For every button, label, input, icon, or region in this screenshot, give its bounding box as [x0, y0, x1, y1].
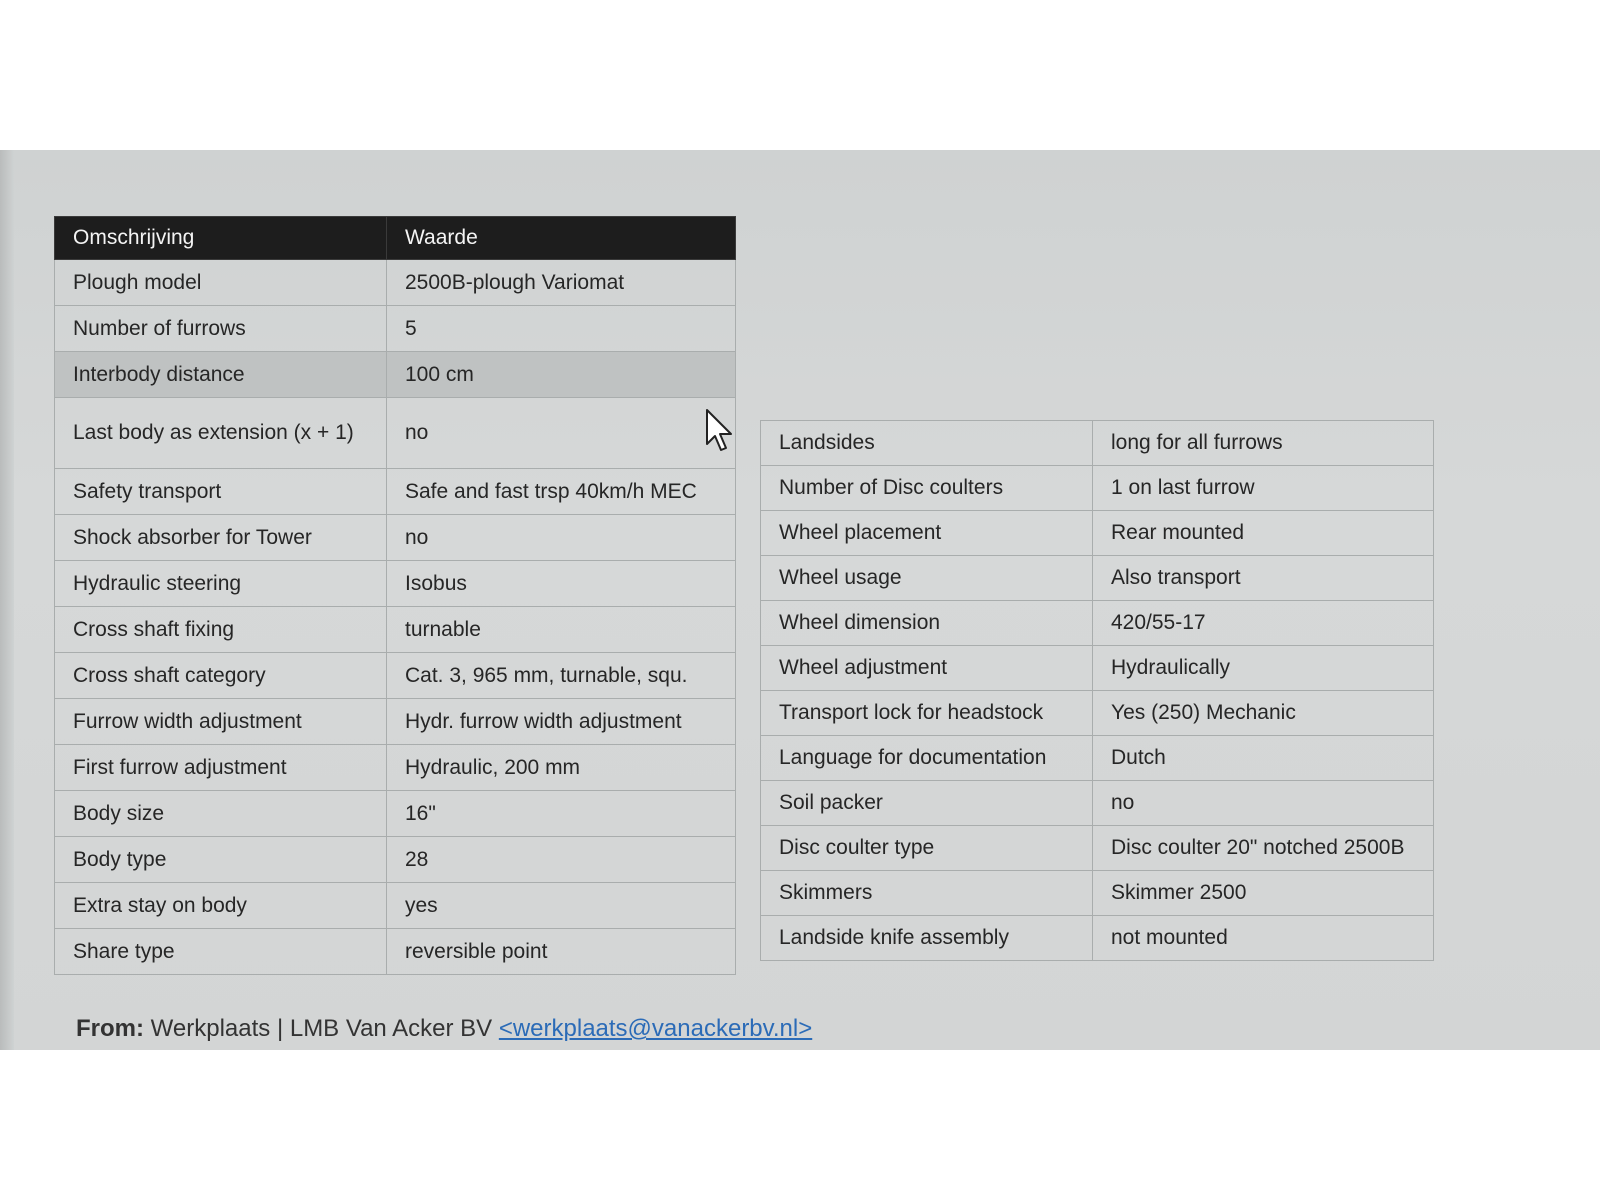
table-row: [55, 883, 736, 929]
row-value: 100 cm: [387, 352, 736, 398]
row-value: Isobus: [387, 561, 736, 607]
spec-table-left: [54, 216, 736, 975]
row-label: Landside knife assembly: [761, 916, 1093, 961]
row-label: Safety transport: [55, 469, 387, 515]
table-row-highlighted: [55, 352, 736, 398]
row-label: Wheel adjustment: [761, 646, 1093, 691]
row-value: Dutch: [1093, 736, 1434, 781]
row-value: no: [387, 515, 736, 561]
table-row: [761, 691, 1434, 736]
mouse-pointer-icon: [705, 408, 735, 452]
row-value: Safe and fast trsp 40km/h MEC: [387, 469, 736, 515]
row-label: Body type: [55, 837, 387, 883]
row-value: Rear mounted: [1093, 511, 1434, 556]
table-row: [55, 260, 736, 306]
column-header-omschrijving: Omschrijving: [55, 217, 387, 260]
table-row: [55, 653, 736, 699]
row-value: Yes (250) Mechanic: [1093, 691, 1434, 736]
row-label: Body size: [55, 791, 387, 837]
row-value: 2500B-plough Variomat: [387, 260, 736, 306]
row-value: 28: [387, 837, 736, 883]
row-label: Cross shaft category: [55, 653, 387, 699]
table-row: [55, 469, 736, 515]
table-row: [55, 398, 736, 469]
row-label: First furrow adjustment: [55, 745, 387, 791]
table-row: [55, 306, 736, 352]
row-label: Furrow width adjustment: [55, 699, 387, 745]
row-label: Transport lock for headstock: [761, 691, 1093, 736]
sender-email-link[interactable]: <werkplaats@vanackerbv.nl>: [498, 1015, 813, 1042]
row-value: Hydraulic, 200 mm: [387, 745, 736, 791]
row-value: reversible point: [387, 929, 736, 975]
table-row: [761, 466, 1434, 511]
spec-table-right: [760, 420, 1434, 961]
row-label: Cross shaft fixing: [55, 607, 387, 653]
table-row: [55, 745, 736, 791]
table-row: [761, 781, 1434, 826]
column-header-waarde: Waarde: [387, 217, 736, 260]
from-label: From:: [76, 1015, 144, 1042]
row-label: Shock absorber for Tower: [55, 515, 387, 561]
table-row: [55, 929, 736, 975]
row-value: Also transport: [1093, 556, 1434, 601]
row-label: Soil packer: [761, 781, 1093, 826]
row-label: Wheel dimension: [761, 601, 1093, 646]
row-value: Skimmer 2500: [1093, 871, 1434, 916]
table-row: [55, 699, 736, 745]
table-row: [761, 736, 1434, 781]
row-label: Language for documentation: [761, 736, 1093, 781]
row-label: Number of furrows: [55, 306, 387, 352]
table-row: [55, 837, 736, 883]
row-value: turnable: [387, 607, 736, 653]
table-row: [761, 871, 1434, 916]
row-label: Number of Disc coulters: [761, 466, 1093, 511]
table-row: [55, 561, 736, 607]
row-value: not mounted: [1093, 916, 1434, 961]
row-value: Hydraulically: [1093, 646, 1434, 691]
row-value: 5: [387, 306, 736, 352]
row-value: long for all furrows: [1093, 421, 1434, 466]
table-row: [55, 791, 736, 837]
row-label: Landsides: [761, 421, 1093, 466]
row-label: Share type: [55, 929, 387, 975]
row-value: Disc coulter 20" notched 2500B: [1093, 826, 1434, 871]
table-row: [761, 601, 1434, 646]
table-row: [55, 607, 736, 653]
row-label: Last body as extension (x + 1): [55, 398, 387, 469]
monitor-bezel-edge: [0, 150, 14, 1050]
table-header-row: [55, 217, 736, 260]
row-label: Extra stay on body: [55, 883, 387, 929]
email-from-line: [76, 1015, 812, 1043]
table-row: [761, 646, 1434, 691]
table-row: [761, 511, 1434, 556]
row-label: Plough model: [55, 260, 387, 306]
row-label: Skimmers: [761, 871, 1093, 916]
row-value: no: [1093, 781, 1434, 826]
row-value: Cat. 3, 965 mm, turnable, squ.: [387, 653, 736, 699]
row-value: yes: [387, 883, 736, 929]
row-label: Hydraulic steering: [55, 561, 387, 607]
table-row: [761, 826, 1434, 871]
table-row: [761, 556, 1434, 601]
row-value: 16": [387, 791, 736, 837]
row-value: no: [387, 398, 736, 469]
row-value: 1 on last furrow: [1093, 466, 1434, 511]
row-label: Disc coulter type: [761, 826, 1093, 871]
table-row: [55, 515, 736, 561]
email-view: [0, 150, 1600, 1050]
row-label: Wheel placement: [761, 511, 1093, 556]
row-value: Hydr. furrow width adjustment: [387, 699, 736, 745]
row-label: Interbody distance: [55, 352, 387, 398]
table-row: [761, 421, 1434, 466]
sender-name: Werkplaats | LMB Van Acker BV: [150, 1015, 493, 1042]
row-value: 420/55-17: [1093, 601, 1434, 646]
table-row: [761, 916, 1434, 961]
row-label: Wheel usage: [761, 556, 1093, 601]
